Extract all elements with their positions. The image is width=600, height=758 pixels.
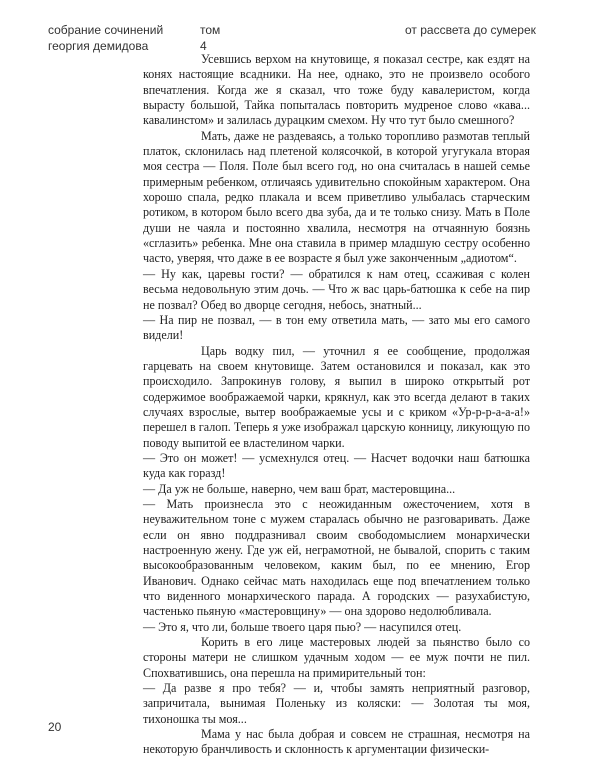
paragraph: Мать, даже не раздеваясь, а только торопливо размотав теплый платок, склонилась над плетеной колясочкой, в которой угугукала вторая моя сестра — Поля. Поле был всего год, но она считалась в нашей семье примерным ребенком, отличаясь удивительно спокойным характером. Она хорошо спала, редко плакала и всем приветливо улыбалась старческим ротиком, в котором было всего два зуба, да и те только снизу. Мать в Поле души не чаяла и постоянно хвалила, несмотря на отчаянную боязнь «сглазить» ребенка. Мне она ставила в пример младшую сестру особенно часто, уверяя, что даже в ее возрасте я был уже законченным „адиотом“. [143,128,530,266]
header-book-title-line: от рассвета до сумерек [405,23,536,37]
header-collection-line1: собрание сочинений [48,23,164,37]
page-number: 20 [48,720,62,734]
header-volume-number: 4 [200,39,207,53]
header-collection [48,22,163,54]
paragraph: Мама у нас была добрая и совсем не страшная, несмотря на некоторую бранчливость и склонность к аргументации физически- [143,727,530,757]
paragraph: Усевшись верхом на кнутовище, я показал сестре, как ездят на конях настоящие всадники. На нее, однако, это не произвело особого впечатления. Когда же я сказал, что тоже буду кавалеристом, когда вырасту большой, Тайка попыталась повторить мудреное слово «кава... кавалинстом» и залилась дурацким смехом. Ну что тут было смешного? [143,52,530,128]
paragraph: — Это я, что ли, больше твоего царя пью? — насупился отец. [143,619,462,634]
paragraph: — На пир не позвал, — в тон ему ответила мать, — зато мы его самого видели! [143,312,530,343]
header-book-title [405,22,536,38]
paragraph: — Да разве я про тебя? — и, чтобы замять неприятный разговор, запричитала, вынимая Поленьку из коляски: — Золотая ты моя, тихоношка ты моя... [143,681,530,726]
paragraph: — Ну как, царевы гости? — обратился к нам отец, ссаживая с колен весьма недовольную этим дочь. — Что ж вас царь-батюшка к себе на пир не позвал? Обед во дворце сегодня, небось, знатный... [143,266,530,312]
paragraph: Корить в его лице мастеровых людей за пьянство было со стороны матери не слишком удачным ходом — ее муж почти не пил. Спохватившись, она перешла на примирительный тон: [143,635,530,680]
paragraph: — Да уж не больше, наверно, чем ваш брат, мастеровщина... [143,481,456,496]
header-collection-line2: георгия демидова [48,39,149,53]
body-text [143,52,530,758]
paragraph: — Это он может! — усмехнулся отец. — Насчет водочки наш батюшка куда как горазд! [143,450,530,481]
header-volume [200,22,220,54]
paragraph: — Мать произнесла это с неожиданным ожесточением, хотя в неуважительном тоне с мужем старалась обычно не разговаривать. Даже если он явно поддразнивал своим свободомыслием монархически настроенную жену. Где уж ей, неграмотной, не бывалой, спорить с таким высокообразованным человеком, каким был, по ее мнению, Егор Иванович. Однако сейчас мать находилась еще под впечатлением только что виденного монархического парада. А городских — разухабистую, частенько пьяную «мастеровщину» — она здорово недолюбливала. [143,496,530,619]
paragraph: Царь водку пил, — уточнил я ее сообщение, продолжая гарцевать на своем кнутовище. Затем остановился и показал, как это происходило. Запрокинув голову, я выпил в широко открытый рот содержимое воображаемой чарки, крякнул, как это всегда делают в таких случаях взрослые, вытер воображаемые усы и с криком «Ур-р-р-а-а-а!» перешел в галоп. Теперь я уже изображал царскую конницу, ликующую по поводу выпитой ее властелином чарки. [143,343,530,450]
header-volume-label: том [200,23,221,37]
